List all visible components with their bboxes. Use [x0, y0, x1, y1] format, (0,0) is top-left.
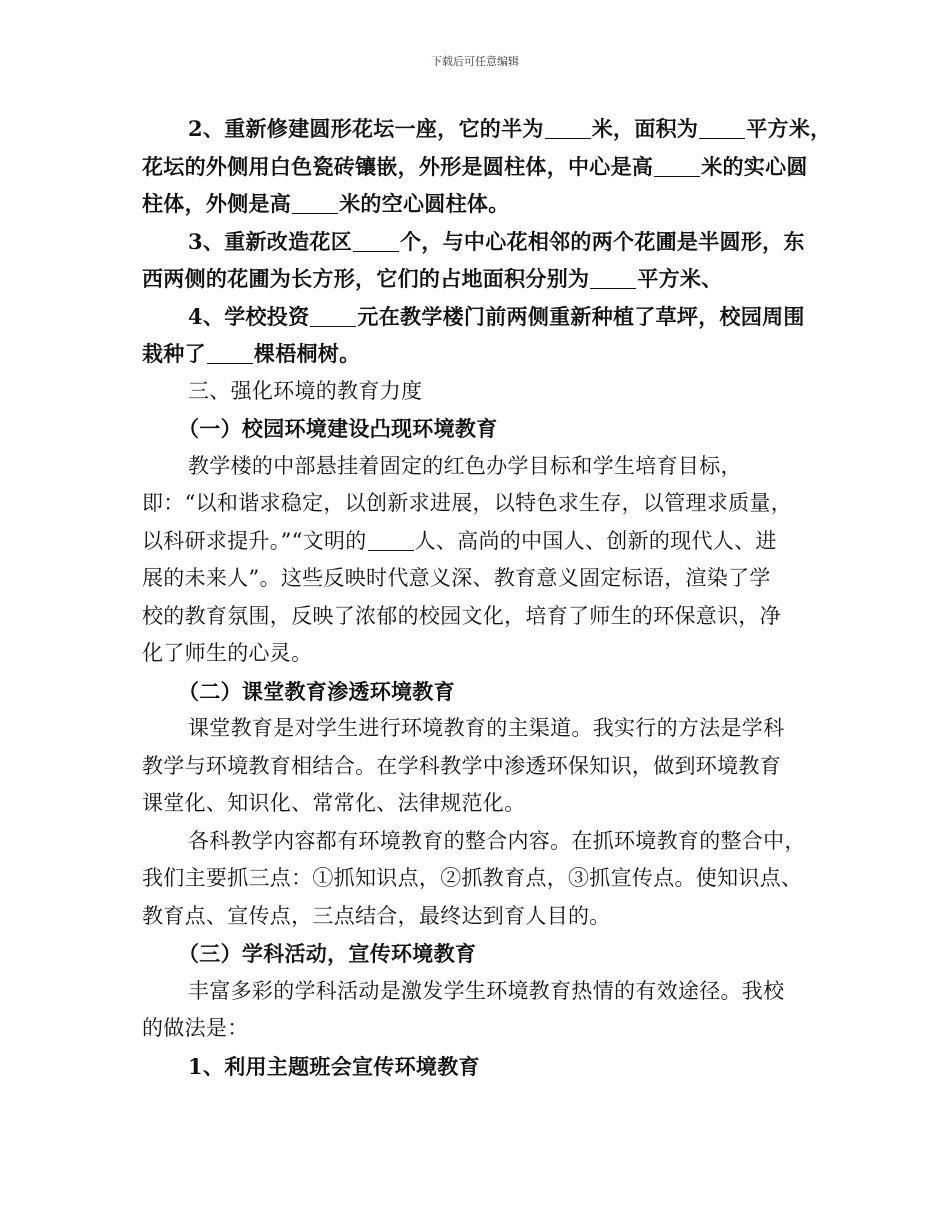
text-run: 西两侧的花圃为长方形，它们的占地面积分别为	[142, 266, 590, 291]
fill-blank	[368, 530, 414, 551]
text-line: 即：“以和谐求稳定，以创新求进展，以特色求生存，以管理求质量，	[142, 491, 793, 515]
text-line: 教学与环境教育相结合。在学科教学中渗透环保知识，做到环境教育	[142, 753, 781, 778]
document-body	[142, 110, 832, 1085]
paragraph-activities	[142, 973, 832, 1048]
text-line: 课堂教育是对学生进行环境教育的主渠道。我实行的方法是学科	[188, 716, 785, 740]
text-run: 元在教学楼门前两侧重新种植了草坪，校园周围	[357, 303, 805, 329]
text-line: 我们主要抓三点：①抓知识点，②抓教育点，③抓宣传点。使知识点、	[142, 866, 803, 890]
paragraph-integration	[142, 823, 832, 936]
page-header: 下载后可任意编辑	[431, 55, 519, 68]
subsection-heading: （三）学科活动，宣传环境教育	[178, 941, 477, 966]
fill-blank	[353, 231, 399, 252]
text-line: 教学楼的中部悬挂着固定的红色办学目标和学生培育目标，	[188, 453, 742, 478]
subsection-heading: （二）课堂教育渗透环境教育	[178, 678, 455, 704]
text-line	[142, 260, 832, 298]
text-line	[142, 148, 832, 186]
paragraph-investment	[142, 298, 832, 373]
text-line: 化了师生的心灵。	[142, 641, 313, 665]
fill-blank	[207, 343, 253, 364]
text-run: 以科研求提升。”“文明的	[142, 528, 367, 553]
text-line	[142, 298, 832, 336]
text-line: 丰富多彩的学科活动是激发学生环境教育热情的有效途径。我校	[188, 978, 785, 1003]
text-line: 校的教育氛围，反映了浓郁的校园文化，培育了师生的环保意识，净	[142, 603, 781, 628]
text-run: 米的实心圆	[701, 153, 808, 179]
fill-blank	[292, 193, 338, 214]
section-heading: 三、强化环境的教育力度	[188, 378, 423, 403]
paragraph-flower-bed	[142, 110, 832, 223]
subsection-heading: （一）校园环境建设凸现环境教育	[178, 416, 498, 441]
text-run: 人、高尚的中国人、创新的现代人、进	[414, 528, 777, 553]
text-run: 棵梧桐树。	[253, 341, 361, 366]
text-run: 2、重新修建圆形花坛一座，它的半为	[188, 116, 544, 141]
text-line	[142, 335, 832, 373]
text-run: 柱体，外侧是高	[142, 191, 292, 216]
text-line: 的做法是：	[142, 1016, 249, 1040]
paragraph-campus-environment	[142, 448, 832, 673]
text-run: 米，面积为	[591, 116, 699, 141]
fill-blank	[545, 118, 591, 139]
text-run: 平方米，	[746, 116, 832, 141]
text-line: 各科教学内容都有环境教育的整合内容。在抓环境教育的整合中，	[188, 828, 806, 853]
fill-blank	[654, 156, 700, 177]
text-run: 个，与中心花相邻的两个花圃是半圆形，东	[400, 228, 805, 254]
text-line	[142, 223, 832, 261]
paragraph-flower-area	[142, 223, 832, 298]
text-line: 展的未来人”。这些反映时代意义深、教育意义固定标语，渲染了学	[142, 566, 771, 590]
item-heading: 1、利用主题班会宣传环境教育	[188, 1053, 480, 1079]
text-line: 教育点、宣传点，三点结合，最终达到育人目的。	[142, 903, 611, 928]
text-line: 课堂化、知识化、常常化、法律规范化。	[142, 791, 526, 815]
fill-blank	[310, 306, 356, 327]
paragraph-classroom	[142, 710, 832, 823]
text-run: 3、重新改造花区	[188, 228, 353, 254]
text-run: 4、学校投资	[188, 303, 310, 329]
fill-blank	[590, 268, 636, 289]
text-line	[142, 523, 832, 561]
text-run: 平方米、	[637, 266, 723, 291]
fill-blank	[699, 118, 745, 139]
text-run: 花坛的外侧用白色瓷砖镶嵌，外形是圆柱体，中心是高	[142, 153, 654, 179]
text-run: 栽种了	[142, 341, 206, 366]
text-run: 米的空心圆柱体。	[339, 191, 510, 216]
text-line	[142, 185, 832, 223]
text-line	[142, 110, 832, 148]
